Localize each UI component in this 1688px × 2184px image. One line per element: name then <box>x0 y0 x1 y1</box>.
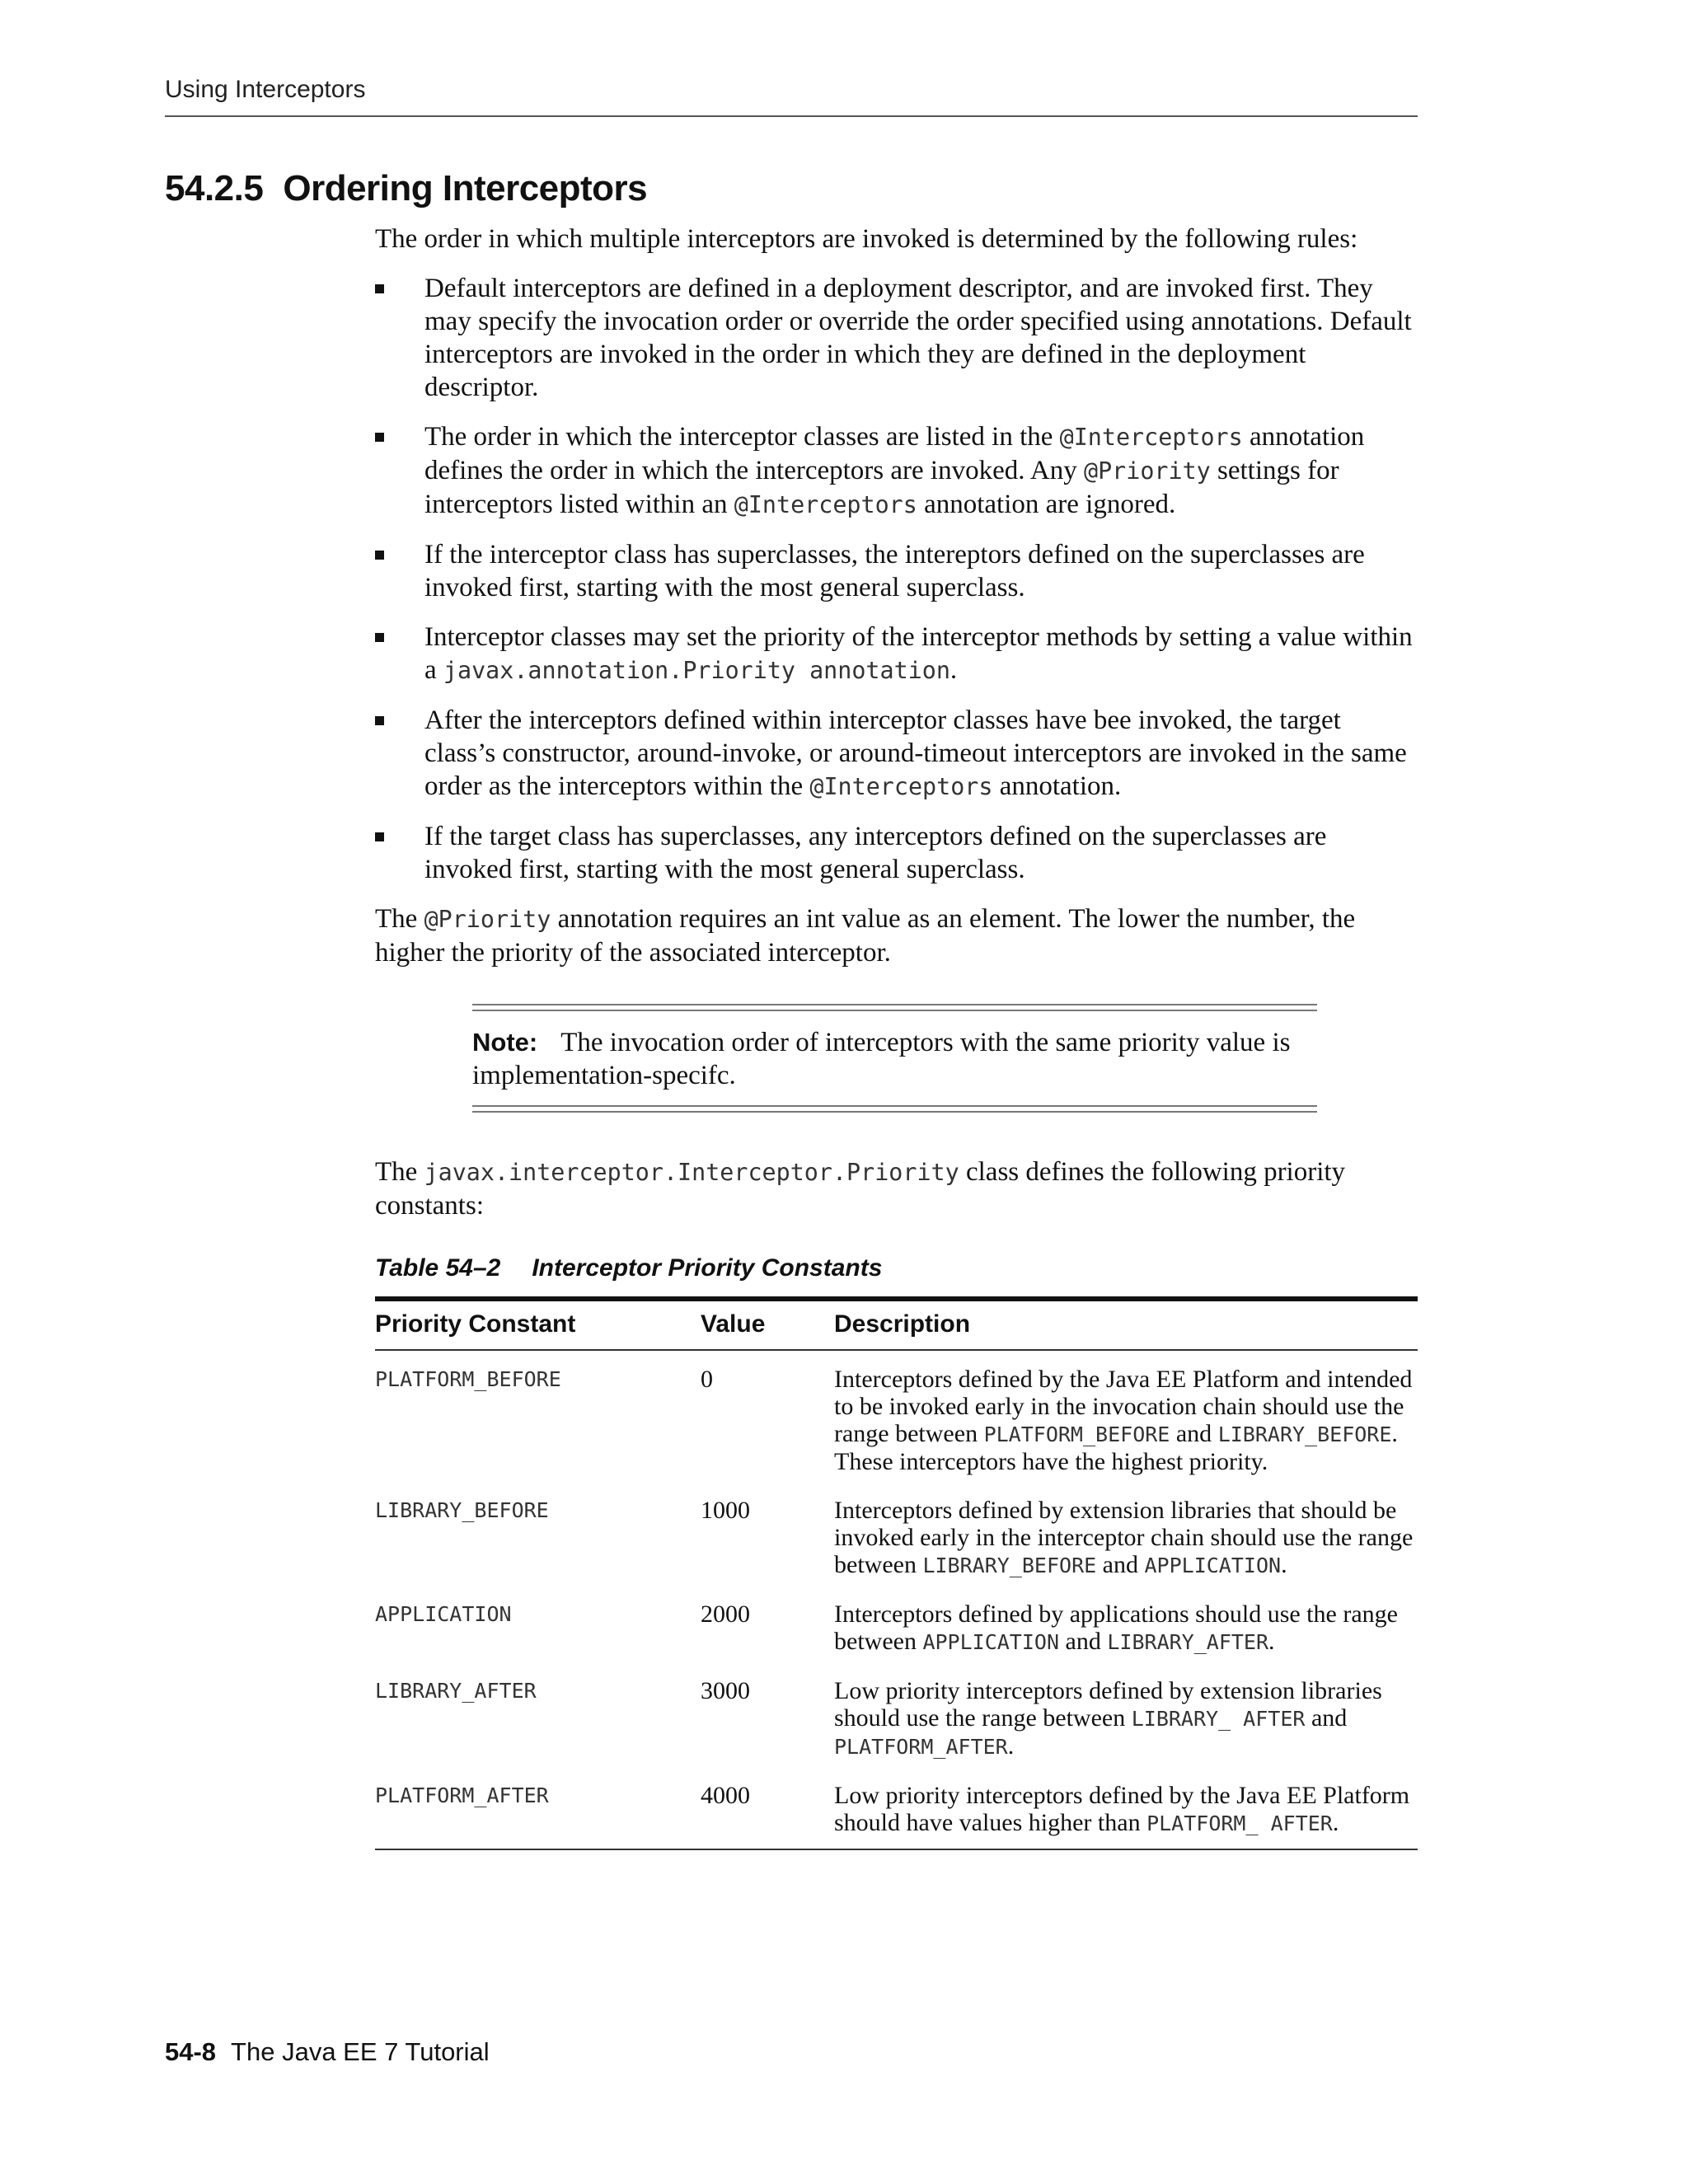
rule-text: If the target class has superclasses, any interceptors defined on the superclasses are invoked first, starting with the most general superclass. <box>424 822 1327 884</box>
running-header: Using Interceptors <box>165 76 366 103</box>
table-row <box>375 1662 1418 1767</box>
description-text: and <box>1170 1420 1218 1447</box>
rule-item <box>375 420 1418 522</box>
rules-list <box>375 272 1418 886</box>
description-text: Low priority interceptors defined by extension libraries should use the range between <box>834 1677 1382 1732</box>
bullet-icon <box>375 716 384 725</box>
rule-item <box>375 538 1418 604</box>
paragraph-text: The <box>375 904 424 934</box>
constant-cell: APPLICATION <box>375 1602 512 1626</box>
note-text: The invocation order of interceptors with the same priority value is implementation-specifc. <box>472 1028 1291 1090</box>
inline-code: LIBRARY_ AFTER <box>1131 1707 1306 1731</box>
rule-text: annotation are ignored. <box>917 490 1176 519</box>
table-row <box>375 1350 1418 1482</box>
page-footer <box>165 2037 490 2067</box>
table-caption <box>375 1252 1418 1285</box>
description-text: . <box>1281 1551 1287 1578</box>
table-caption-title: Interceptor Priority Constants <box>532 1254 883 1282</box>
note-content <box>472 1011 1317 1105</box>
paragraph-text: class defines the following priority constants: <box>375 1157 1346 1221</box>
inline-code: @Interceptors <box>809 773 993 800</box>
note-box <box>472 1004 1317 1113</box>
inline-code: javax.annotation.Priority annotation <box>443 657 950 684</box>
inline-code: LIBRARY_BEFORE <box>922 1554 1097 1577</box>
section-body <box>375 223 1418 1850</box>
rule-text: annotation defines the order in which the interceptors are invoked. Any <box>424 422 1365 485</box>
inline-code: PLATFORM_AFTER <box>834 1735 1008 1759</box>
inline-code: @Interceptors <box>734 491 917 518</box>
description-text: . <box>1332 1809 1339 1836</box>
page-number: 54-8 <box>165 2037 217 2066</box>
description-text: Low priority interceptors defined by the Java EE Platform should have values higher than <box>834 1782 1410 1836</box>
paragraph-text: annotation requires an int value as an element. The lower the number, the higher the priority of the associated interceptor. <box>375 904 1356 968</box>
inline-code: APPLICATION <box>1144 1554 1282 1577</box>
value-cell: 0 <box>701 1366 713 1393</box>
description-text: and <box>1096 1551 1145 1578</box>
paragraph-text: The <box>375 1157 424 1187</box>
intro-paragraph: The order in which multiple interceptors are invoked is determined by the following rules: <box>375 224 1358 254</box>
section-number: 54.2.5 <box>165 168 264 209</box>
description-text: Interceptors defined by extension libraries that should be invoked early in the interceptor chain should use the range between <box>834 1497 1414 1578</box>
section-title <box>165 168 647 209</box>
note-top-rule <box>472 1004 1317 1011</box>
description-text: and <box>1059 1628 1108 1655</box>
rule-text: Default interceptors are defined in a deployment descriptor, and are invoked first. They may specify the invocation order or override the order specified using annotations. Default interceptors are invoked in the order in which they are defined in the deployment descriptor. <box>424 274 1412 402</box>
rule-text: Interceptor classes may set the priority of the interceptor methods by setting a value within a <box>424 622 1413 685</box>
constant-cell: PLATFORM_BEFORE <box>375 1367 561 1391</box>
inline-code: LIBRARY_AFTER <box>1107 1630 1269 1654</box>
description-text: Interceptors defined by applications should use the range between <box>834 1601 1398 1655</box>
rule-item <box>375 621 1418 687</box>
inline-code: PLATFORM_ AFTER <box>1146 1811 1333 1835</box>
inline-code: APPLICATION <box>922 1630 1060 1654</box>
table-caption-number: Table 54–2 <box>375 1254 501 1282</box>
book-title: The Java EE 7 Tutorial <box>231 2037 490 2066</box>
value-cell: 3000 <box>701 1677 750 1704</box>
rule-text: settings for interceptors listed within an <box>424 456 1339 519</box>
column-header: Description <box>834 1299 1418 1350</box>
inline-code: @Priority <box>424 906 551 933</box>
inline-code: LIBRARY_BEFORE <box>1217 1422 1392 1446</box>
inline-code: PLATFORM_BEFORE <box>983 1422 1170 1446</box>
bullet-icon <box>375 633 384 642</box>
description-cell <box>834 1586 1418 1662</box>
description-text: . <box>1268 1628 1275 1655</box>
inline-code: @Interceptors <box>1059 424 1243 451</box>
description-text: . <box>1007 1732 1015 1760</box>
value-cell: 4000 <box>701 1767 834 1849</box>
description-cell <box>834 1482 1418 1586</box>
rule-text: If the interceptor class has superclasses, the intereptors defined on the superclasses are invoked first, starting with the most general superclass. <box>424 540 1365 602</box>
constant-cell: LIBRARY_BEFORE <box>375 1498 549 1522</box>
rule-item <box>375 820 1418 886</box>
constant-cell: LIBRARY_AFTER <box>375 1679 537 1703</box>
rule-item <box>375 704 1418 804</box>
rule-item <box>375 272 1418 404</box>
table-row <box>375 1767 1418 1849</box>
bullet-icon <box>375 832 384 841</box>
rule-text: After the interceptors defined within interceptor classes have bee invoked, the target class’s constructor, around-invoke, or around-timeout interceptors are invoked in the same order as the interceptors within the <box>424 705 1407 801</box>
priority-paragraph <box>375 902 1418 969</box>
rule-text: . <box>950 655 958 685</box>
constant-cell: PLATFORM_AFTER <box>375 1767 701 1849</box>
bullet-icon <box>375 551 384 560</box>
inline-code: javax.interceptor.Interceptor.Priority <box>424 1159 959 1186</box>
section-title-text: Ordering Interceptors <box>283 168 648 209</box>
description-text: Interceptors defined by the Java EE Platform and intended to be invoked early in the invocation chain should use the range between <box>834 1366 1413 1447</box>
description-text: . These interceptors have the highest priority. <box>834 1420 1398 1475</box>
value-cell: 1000 <box>701 1497 750 1524</box>
inline-code: @Priority <box>1084 457 1211 485</box>
description-cell <box>834 1350 1418 1482</box>
rule-text: annotation. <box>992 771 1122 801</box>
constants-paragraph <box>375 1155 1418 1222</box>
description-cell <box>834 1767 1418 1849</box>
bullet-icon <box>375 284 384 293</box>
description-text: and <box>1305 1704 1348 1732</box>
bullet-icon <box>375 433 384 442</box>
column-header: Priority Constant <box>375 1299 701 1350</box>
description-cell <box>834 1662 1418 1767</box>
table-row <box>375 1586 1418 1662</box>
rule-text: The order in which the interceptor classes are listed in the <box>424 422 1060 452</box>
value-cell: 2000 <box>701 1601 750 1628</box>
column-header: Value <box>701 1299 834 1350</box>
table-header-row <box>375 1299 1418 1350</box>
table-row <box>375 1482 1418 1586</box>
priority-constants-table <box>375 1296 1418 1850</box>
note-label: Note: <box>472 1028 538 1057</box>
header-rule <box>165 115 1418 117</box>
note-bottom-rule <box>472 1105 1317 1113</box>
